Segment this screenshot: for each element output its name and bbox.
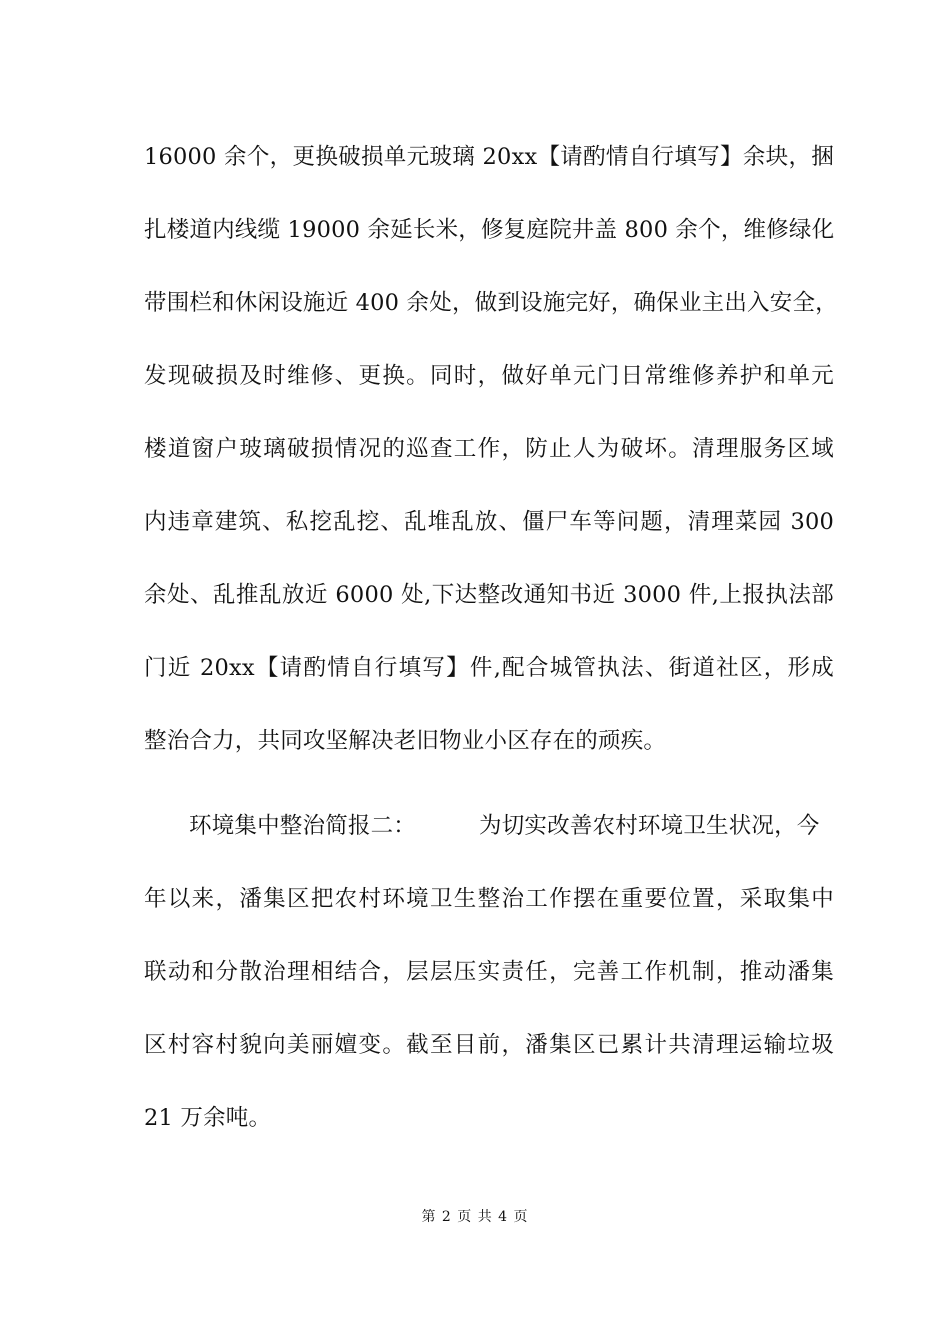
paragraph-1-line-1: 16000 余个，更换破损单元玻璃 20xx【请酌情自行填写】余块，捆 bbox=[144, 144, 834, 170]
paragraph-2-line-3: 联动和分散治理相结合，层层压实责任，完善工作机制，推动潘集 bbox=[144, 959, 834, 985]
paragraph-1-line-7: 余处、乱推乱放近 6000 处,下达整改通知书近 3000 件,上报执法部 bbox=[144, 582, 834, 608]
paragraph-1-line-5: 楼道窗户玻璃破损情况的巡查工作，防止人为破坏。清理服务区域 bbox=[144, 436, 834, 462]
paragraph-1-line-8: 门近 20xx【请酌情自行填写】件,配合城管执法、街道社区，形成 bbox=[144, 655, 834, 681]
paragraph-2-line-1 bbox=[189, 806, 834, 846]
paragraph-1-line-3: 带围栏和休闲设施近 400 余处，做到设施完好，确保业主出入安全， bbox=[144, 290, 838, 316]
page-number-footer: 第 2 页 共 4 页 bbox=[421, 1209, 529, 1225]
paragraph-1-line-9: 整治合力，共同攻坚解决老旧物业小区存在的顽疾。 bbox=[144, 728, 667, 754]
paragraph-2-line-2: 年以来，潘集区把农村环境卫生整治工作摆在重要位置，采取集中 bbox=[144, 886, 834, 912]
paragraph-2-line-5: 21 万余吨。 bbox=[144, 1105, 272, 1131]
paragraph-2-heading: 环境集中整治简报二： bbox=[189, 813, 417, 839]
paragraph-2-line-4: 区村容村貌向美丽嬗变。截至目前，潘集区已累计共清理运输垃圾 bbox=[144, 1032, 834, 1058]
paragraph-2-line-1-text: 为切实改善农村环境卫生状况，今 bbox=[479, 813, 820, 839]
paragraph-1-line-6: 内违章建筑、私挖乱挖、乱堆乱放、僵尸车等问题，清理菜园 300 bbox=[144, 509, 834, 535]
paragraph-1-line-4: 发现破损及时维修、更换。同时，做好单元门日常维修养护和单元 bbox=[144, 363, 834, 389]
paragraph-1-line-2: 扎楼道内线缆 19000 余延长米，修复庭院井盖 800 余个，维修绿化 bbox=[144, 217, 835, 243]
